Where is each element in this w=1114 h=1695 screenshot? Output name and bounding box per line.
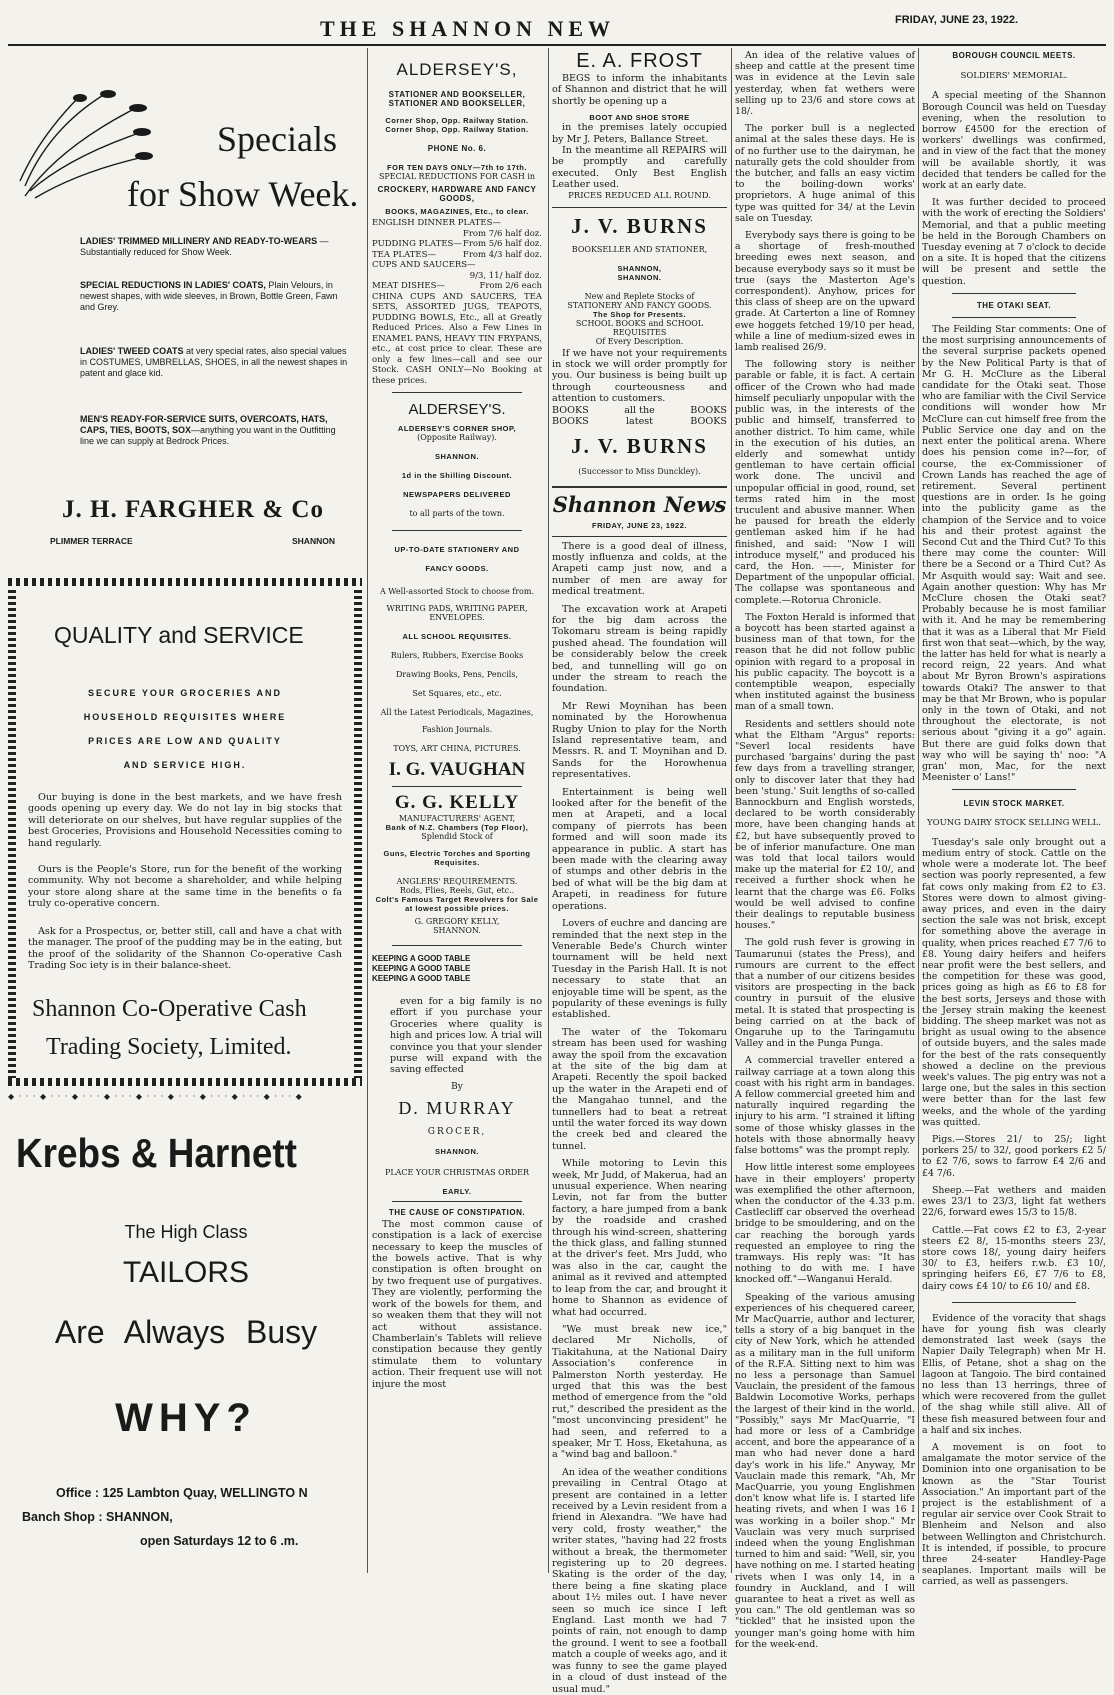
fargher-firm-name: J. H. FARGHER & Co: [62, 496, 324, 523]
price-row: TEA PLATES— From 4/3 half doz.: [372, 249, 542, 260]
news-paragraph: Speaking of the various amusing experiences of his chequered career, Mr MacQuarrie, author and lecturer, tells a story of a big banquet in the city of New York, which he attended as a military man in the full uniform of the R.F.A. Sitting next to him was no less a personage than Samuel Vauclain, the president of the famous Baldwin Locomotive Works, perhaps the largest of their kind in the world. "Possibly," says Mr MacQuarrie, "I had more or less of a Cambridge accent, and bore the appearance of a man who had never done a hard day's work in his life." Anyway, Mr Vauclain made this remark, "Ah, Mr MacQuarrie, you young Englishmen don't know what life is. I started life heating rivets, and when I was 16 I was working in a boiler shop." Mr Vauclain was very much surprised indeed when the young Englishman turned to him and said: "Well, sir, you have nothing on me. I started heating rivets when I was only 14, in a foundry in Auckland, and I will guarantee to heat a rivet as well as you can." The old gentleman was so "tickled" that he insisted upon the younger man's going home with him for the week-end.: [735, 1291, 915, 1650]
show-week-heading: for Show Week.: [127, 174, 359, 214]
vaughan-line-9: TOYS, ART CHINA, PICTURES.: [393, 744, 521, 753]
murray-by: By: [451, 1081, 463, 1092]
vaughan-line-1: A Well-assorted Stock to choose from.: [379, 587, 534, 596]
fargher-item-coats: SPECIAL REDUCTIONS IN LADIES' COATS, Plain Velours, in newest shapes, with wide sleeves, in Brown, Bottle Green, Fawn and Grey.: [80, 280, 338, 312]
frost-store: BOOT AND SHOE STORE: [589, 113, 690, 123]
murray-body: even for a big family is no effort if you purchase your Groceries where quality is high and prices low. A trial will convince you that your slender purse will expand with the saving effected: [390, 996, 542, 1076]
aldersey2-line-1: ALDERSEY'S CORNER SHOP,: [397, 424, 517, 433]
kelly-line-4: Guns, Electric Torches and Sporting Requisites.: [383, 849, 531, 867]
coop-subline-4: AND SERVICE HIGH.: [123, 760, 247, 770]
constipation-text: The most common cause of constipation is a lack of exercise necessary to keep the muscles of the bowels active. That is why constipation is often brought on by two frequent use of purgatives. They are violently, performing the work of the bowels for them, and so weaken them that they will not act without assistance. Chamberlain's Tablets will relieve constipation because they gently stimulate them to voluntary action. Their frequent use will not injure the most: [372, 1218, 542, 1390]
column-4: [735, 50, 915, 1650]
kelly-line-1: MANUFACTURERS' AGENT,: [398, 814, 516, 823]
news-paragraph: An idea of the weather conditions prevailing in Central Otago at present are contained in a letter received by a Levin resident from a friend in Alexandra. "We have had very cold, frosty weather," the writer states, "having had 22 frosts without a break, the thermometer registering up to 20 degrees. Skating is the order of the day, there being a fine skating place about 1½ miles out. I have never seen so much ice since I left England. Last month we had 7 points of rain, not enough to damp the ground. I went to see a football match a couple of weeks ago, and it was funny to see the game played in a cloud of dust instead of the usual mud.": [552, 1466, 727, 1695]
col3-news-body: [552, 541, 727, 1695]
burns-line-8: Of Every Description.: [595, 336, 684, 346]
burns-line-2: SHANNON,: [617, 263, 662, 273]
news-paragraph: Lovers of euchre and dancing are reminded that the next step in the Venerable Bede's Church winter tournament will be held next Tuesday in the Parish Hall. It is not necessary to state that an enjoyable time will be spent, as the popularity of these evenings is fully established.: [552, 918, 727, 1021]
aldersey-line-2: STATIONER AND BOOKSELLER,: [388, 99, 526, 108]
aldersey2-line-5: NEWSPAPERS DELIVERED: [403, 490, 511, 499]
news-date: FRIDAY, JUNE 23, 1922.: [592, 520, 687, 530]
news-paragraph: "We must break new ice," declared Mr Nicholls, of Tiakitahuna, at the National Dairy Association's conference in Palmerston North yesterday. He urged that this was the best method of emergence from the "old rut," described the president as the "most unconvincing president" he had seen, and referred to a speaker, Mr T. Hoss, Eketahuna, as a "wind bag and balloon.": [552, 1323, 727, 1461]
column-3: [552, 50, 727, 1695]
murray-town: SHANNON.: [434, 1146, 479, 1156]
kelly-line-2: Bank of N.Z. Chambers (Top Floor),: [385, 823, 529, 832]
fargher-item-tweed: LADIES' TWEED COATS at very special rates, also special values in COSTUMES, UMBRELLAS, SHOES, in all the newest shapes in patent and glace kid.: [80, 346, 348, 378]
kelly-line-7: Colt's Famous Target Revolvers for Sale at lowest possible prices.: [375, 895, 539, 913]
kelly-line-5: ANGLERS' REQUIREMENTS.: [396, 877, 518, 886]
vaughan-line-7: All the Latest Periodicals, Magazines,: [380, 708, 534, 717]
news-paragraph: Mr Rewi Moynihan has been nominated by the Horowhenua Rugby Union to play for the North Island representative team, and Messrs. R. and T. Moynihan and D. Sands for the Horowhenua representatives.: [552, 700, 727, 781]
column-rule: [548, 48, 549, 1573]
borough-subtitle: SOLDIERS' MEMORIAL.: [960, 71, 1068, 82]
burns-successor: (Successor to Miss Dunckley).: [578, 466, 701, 476]
burns-name-2: J. V. BURNS: [571, 433, 708, 458]
otaki-body: The Feilding Star comments: One of the most surprising announcements of the several surprise packets opened by the New Political Party is that of Mr G. H. McClure as the Liberal candidate for the Otaki seat. Those who are familiar with the Civil Service conditions will wonder how Mr McClure can cut himself free from the Public Service one day and on the next enter the political arena. Where does his pension come in?—for, of course, the ex-Commissioner of Crown Lands has reached the age of retirement. Several pertinent questions are in order. Is he going into the publicity game as the champion of the Service and to voice his and their protest against the Second Cut and the Third Cut? To this there may come the counter: Will there be a Second or a Third Cut? As Mr Asquith would say: Wait and see. Again another question: Why has Mr McClure chosen the Otaki seat? Probably because he is most familiar with it. And he may be remembering that it was as a Liberal that Mr Field first won that seat—which, by the way, the latter has held for what is nearly a record reign, 22 years. And what about Mr Byron Brown's aspirations towards Otaki? The answer to that may be that Mr Brown, who is popular only in the town of Otaki, and not throughout the electorate, is not serious about "giving it a go" again. But there are guid folks down that way who will be saying th' noo: "A gran' mon, Mac, for the next Meenister o' Lans!": [922, 324, 1106, 784]
murray-head: KEEPING A GOOD TABLE KEEPING A GOOD TABLE KEEPING A GOOD TABLE: [372, 954, 471, 983]
burns-books-row-2: BOOKS latest BOOKS: [552, 416, 727, 428]
coop-subline-1: SECURE YOUR GROCERIES AND: [87, 688, 283, 698]
news-paragraph: Everybody says there is going to be a shortage of fresh-mouthed breeding ewes next season, and because everybody says so it must be true (says the Masterton Age's correspondent). Anyhow, prices for this class of sheep are on the upward grade. At Carterton a line of Romney ewe hoggets fetched 19/10 per head, while a line of medium-sized ewes in lamb realised 26/9.: [735, 230, 915, 354]
column-rule: [367, 48, 368, 1573]
column-5: [922, 50, 1107, 1588]
aldersey-rest: CHINA CUPS AND SAUCERS, TEA SETS, ASSORTED JUGS, TEAPOTS, PUDDING BOWLS, Etc., all at Greatly Reduced Prices. Also a Few Lines in ENAMEL PANS, HEAVY TIN FRYPANS, etc., at cost price to clear. These are only a few lines—call and see our Stock. CASH ONLY—No Booking at these prices.: [372, 291, 542, 386]
burns-line-5: STATIONERY AND FANCY GOODS.: [567, 300, 712, 310]
aldersey-corner-1: Corner Shop, Opp. Railway Station.: [385, 116, 529, 125]
vaughan-line-4: Rulers, Rubbers, Exercise Books: [390, 651, 524, 660]
murray-xmas-1: PLACE YOUR CHRISTMAS ORDER: [384, 1167, 530, 1177]
murray-name: D. MURRAY: [398, 1097, 516, 1118]
fargher-item-millinery: LADIES' TRIMMED MILLINERY AND READY-TO-WEARS — Substantially reduced for Show Week.: [80, 236, 329, 257]
frost-body: BEGS to inform the inhabitants of Shannon and district that he will shortly be opening up a: [552, 73, 727, 107]
tourist-paragraph: A movement is on foot to amalgamate the motor service of the Dominion into one organisation to be known as the "Star Tourist Association." An important part of the project is the establishment of a regular air service over Cook Strait to Blenheim and Nelson and also between Wellington and Christchurch. It is intended, if possible, to procure three 24-seater Handley-Page seaplanes. Important mails will be carried, as well as passengers.: [922, 1441, 1106, 1588]
vaughan-line-6: Set Squares, etc., etc.: [412, 689, 502, 698]
news-paragraph: Entertainment is being well looked after for the benefit of the men at Arapeti, and a local company of pierrots has been formed and will soon made its appearance in public. A start has been made with the clearing away of stumps and other debris in the bed of what will be the big dam at Arapeti, in readiness for future operations.: [552, 786, 727, 912]
border-right: [354, 590, 362, 1078]
price-row: PUDDING PLATES— From 5/6 half doz.: [372, 239, 542, 249]
vaughan-head-2: FANCY GOODS.: [425, 564, 489, 573]
fargher-advert: [12, 58, 360, 563]
border-left: [8, 590, 16, 1078]
murray-xmas-2: EARLY.: [442, 1186, 472, 1196]
aldersey-price-list: [372, 218, 542, 386]
column-2: [372, 56, 542, 1574]
aldersey2-line-6: to all parts of the town.: [409, 509, 505, 518]
aldersey2-line-2: (Opposite Railway).: [417, 433, 497, 442]
krebs-line-2: TAILORS: [122, 1256, 250, 1289]
masthead-rule: [8, 44, 1106, 46]
news-paragraph: There is a good deal of illness, mostly influenza and colds, at the Arapeti camp just now, and a number of men are away for medical treatment.: [552, 540, 727, 598]
vaughan-line-5: Drawing Books, Pens, Pencils,: [395, 670, 519, 679]
news-paragraph: Residents and settlers should note what the Eltham "Argus" reports: "Severl local residents have purchased 'bargains' during the past few days from a travelling stranger, only to discover later that they had been 'stung.' Suit lengths of so-called Bannockburn and English worsteds, declared to be worth considerably more, have been changing hands at £2, but have subsequently proved to be of inferior manufacture. One man was told that local tailors would make up the material for £2 10/, and received a further shock when he learnt that the charge was £6. Folks would be well advised to confine their dealings to reputable business houses.": [735, 718, 915, 932]
coop-subline-3: PRICES ARE LOW AND QUALITY: [88, 736, 282, 746]
price-row: CUPS AND SAUCERS— 9/3, 11/ half doz.: [372, 260, 542, 281]
borough-body: A special meeting of the Shannon Borough Council was held on Tuesday evening, when the resolution to borrow £4500 for the erection of workers' dwellings was confirmed, and in view of the fact that the money will be available shortly, it was decided that tenders be called for the work at an early date. It was further decided to proceed with the work of erecting the Soldiers' Memorial, and that a public meeting be held in the Borough Chambers on Tuesday evening at 7 o'clock to decide on a site. It is hoped that the citizens will be present and settle the question.: [922, 90, 1107, 287]
vaughan-head-1: UP-TO-DATE STATIONERY AND: [394, 545, 520, 554]
aldersey-ten-days: FOR TEN DAYS ONLY—7th to 17th.: [387, 163, 527, 172]
kelly-line-9: SHANNON.: [433, 926, 481, 935]
kelly-name: G. G. KELLY: [394, 792, 520, 813]
aldersey-corner-2: Corner Shop, Opp. Railway Station.: [385, 125, 529, 134]
coop-name-line-1: Shannon Co-Operative Cash: [32, 996, 307, 1022]
aldersey2-line-4: 1d in the Shilling Discount.: [401, 471, 513, 480]
krebs-line-3: Are Always Busy: [54, 1314, 318, 1350]
frost-name: E. A. FROST: [576, 50, 703, 72]
coop-headline: QUALITY and SERVICE: [54, 622, 304, 648]
vaughan-name: I. G. VAUGHAN: [388, 759, 526, 780]
news-paragraph: The gold rush fever is growing in Taumarunui (states the Press), and rumours are current to the effect that a number of our citizens besides visitors are prospecting in the back country in pursuit of the elusive metal. It is stated that prospecting is being carried on at the back of Ongaruhe up to the Taringamutu Valley and in the Punga Punga.: [735, 937, 915, 1050]
news-paragraph: The water of the Tokomaru stream has been used for washing away the spoil from the excavation at the site of the big dam at Arapeti. Recently the spoil backed up the water in the Arapeti end of the Mangahao tunnel, and the tunnellers had to beat a retreat until the water forced its way down the creek bed and cleared the tunnel.: [552, 1026, 727, 1152]
news-paragraph: An idea of the relative values of sheep and cattle at the present time was in evidence at the Levin sale yesterday, when fat wethers were selling up to 23/6 and store cows at 18/.: [735, 50, 915, 118]
frost-prices: PRICES REDUCED ALL ROUND.: [568, 190, 711, 201]
fargher-address-right: SHANNON: [292, 536, 335, 546]
levin-body: Tuesday's sale only brought out a medium entry of stock. Cattle on the whole were a moderate lot. The beef section was poorly represented, a few fat cows only making from £2 to £3. Stores were down to almost giving-away prices, and even in the dairy section the sale was not brisk, except for something above the average in quality, when prices reached £7 7/6 to £8. Young dairy heifers and heifers near profit were the best sellers, and the competition for these was good, prices going as high as £6 to £8 for the best sorts, Jerseys and those with the Jersey strain making the keenest bidding. The sheep market was not as bright as usual owing to the absence of outside buyers, and the sales made for the best of the rats consequently showed a decline on the previous week's values. The pig entry was not a large one, but the sales in this section were better than for the last few weeks, and the whole of the yarding was quitted. Pigs.—Stores 21/ to 25/; light porkers 25/ to 32/, good porkers £2 5/ to £2 7/6, sows to farrow £4 2/6 and £4 7/6. Sheep.—Fat wethers and maiden ewes 23/1 to 23/3, light fat wethers 22/6, forward ewes 15/3 to 15/8. Cattle.—Fat cows £2 to £3, 2-year steers £2 8/, 15-months steers 23/, store cows 18/, young dairy heifers 30/ to £3, heifers r.w.b. £3 10/, springing heifers £6, £7 7/6 to £8, dairy cows £4 10/ to £6 10/ and £8.: [922, 836, 1106, 1292]
column-rule: [918, 48, 919, 1573]
murray-grocer: GROCER,: [427, 1126, 487, 1137]
constipation-title: THE CAUSE OF CONSTIPATION.: [388, 1207, 526, 1217]
price-row: ENGLISH DINNER PLATES— From 7/6 half doz.: [372, 218, 542, 239]
krebs-advert: [12, 1110, 360, 1570]
burns-line-1: BOOKSELLER AND STATIONER,: [571, 244, 708, 254]
krebs-branch: Banch Shop : SHANNON,: [22, 1510, 173, 1524]
coop-name-line-2: Trading Society, Limited.: [46, 1034, 292, 1060]
news-paragraph: The porker bull is a neglected animal at the sales these days. He is of no further use to the dairyman, he naturally gets the cold shoulder from the butcher, and falls an easy victim to the boiling-down works' proprietors. A huge animal of this type was quitted for 34/ at the Levin sale on Tuesday.: [735, 123, 915, 224]
krebs-ornament: ◆ · · · ◆ · · · ◆ · · · ◆ · · · ◆ · · · ◆ · · · ◆ · · · ◆ · · · ◆ · · · ◆: [8, 1092, 303, 1101]
borough-title: BOROUGH COUNCIL MEETS.: [952, 51, 1076, 60]
aldersey-phone: PHONE No. 6.: [427, 144, 487, 153]
aldersey-special: SPECIAL REDUCTIONS FOR CASH in: [378, 172, 536, 181]
masthead: [0, 8, 1114, 42]
news-paragraph: A commercial traveller entered a railway carriage at a town along this coast with his right arm in bandages. A fellow commercial greeted him and naturally inquired regarding the injury to his arm. "I strained it lifting some of those whisky glasses in the hotels with those abnormally heavy false bottoms" was the prompt reply.: [735, 1055, 915, 1157]
aldersey-line-1: STATIONER AND BOOKSELLER,: [388, 90, 526, 99]
levin-title: LEVIN STOCK MARKET.: [963, 799, 1065, 809]
aldersey2-line-3: SHANNON.: [434, 452, 479, 461]
kelly-line-6: Rods, Flies, Reels, Gut, etc..: [399, 886, 515, 895]
krebs-firm-name: Krebs & Harnett: [16, 1130, 297, 1176]
kelly-line-3: Splendid Stock of: [421, 832, 493, 841]
coop-para-3: Ask for a Prospectus, or, better still, call and have a chat with the manager. The proof of the pudding may be in the eating, but the proof of the solidarity of the Shannon Co-operative Cash Trading Soc iety is in their balance-sheet.: [28, 926, 342, 972]
border-bottom: [8, 1078, 362, 1086]
news-paragraph: While motoring to Levin this week, Mr Judd, of Makerua, had an unusual experience. When nearing Levin, not far from the butter factory, a hare jumped from a bank by the roadside and crashed through his wind-screen, shattering the thick glass, and falling stunned at the driver's feet. Mrs Judd, who was also in the car, caught the animal as it revived and attempted to leap from the car, and brought it home to Shannon as evidence of what had occurred.: [552, 1158, 727, 1318]
coop-para-1: Our buying is done in the best markets, and we have fresh goods opening up every day. We do not lay in big stocks that will deteriorate on our shelves, but have regular supplies of the best Groceries, Provisions and Household Necessities coming to hand regularly.: [28, 792, 342, 849]
masthead-date: FRIDAY, JUNE 23, 1922.: [895, 14, 1019, 26]
column-rule: [731, 48, 732, 1573]
vaughan-line-2: WRITING PADS, WRITING PAPER, ENVELOPES.: [386, 604, 528, 622]
fargher-item-mens: MEN'S READY-FOR-SERVICE SUITS, OVERCOATS, HATS, CAPS, TIES, BOOTS, SOX—anything you want in the Outfitting line we can supply at Bedrock Prices.: [80, 414, 336, 446]
newspaper-title: THE SHANNON NEW: [320, 16, 616, 41]
otaki-title: THE OTAKI SEAT.: [976, 300, 1052, 310]
krebs-hours: open Saturdays 12 to 6 .m.: [140, 1534, 299, 1548]
burns-line-3: SHANNON.: [617, 272, 662, 282]
vaughan-line-8: Fashion Journals.: [421, 725, 493, 734]
coop-subline-2: HOUSEHOLD REQUISITES WHERE: [83, 712, 287, 722]
burns-body: If we have not your requirements in stock we will order promptly for you. Our business is being built up through courteousness and attention to customers.: [552, 347, 727, 405]
kelly-line-8: G. GREGORY KELLY,: [414, 917, 500, 926]
burns-name: J. V. BURNS: [571, 213, 708, 238]
vaughan-line-3: ALL SCHOOL REQUISITES.: [402, 632, 512, 641]
news-paragraph: The excavation work at Arapeti for the big dam across the Tokomaru stream is being rapidly pushed ahead. The foundation will be considerably below the creek bed, and tunnelling will go on under the stream to reach the foundation.: [552, 603, 727, 695]
coop-advert: [24, 596, 346, 1072]
news-paragraph: The following story is neither parable or fable, it is fact. A certain officer of the Crown who had made himself peculiarly unpopular with the public was, in the interests of the public and himself, transferred to another district. To him came, while in the execution of his duties, an elderly and somewhat untidy gentleman to have certain official work done. The uncivil and unpopular official in good, round, set terms rated him in the most truculent and abusive manner. When he paused for breath the elderly gentleman asked him if he had finished, and said: "Now I will introduce myself," and produced his card, the Hon. ——, Minister for Department of the unpopular official. The collapse was spontaneous and complete.—Rotorua Chronicle.: [735, 359, 915, 606]
coop-para-2: Ours is the People's Store, run for the benefit of the working community. Why not become a shareholder, and while helping your store along share at the same time in the benefits o fa truly co-operative concern.: [28, 864, 342, 910]
burns-line-7: SCHOOL BOOKS and SCHOOL REQUISITES: [575, 318, 704, 337]
krebs-line-1: The High Class: [124, 1222, 248, 1242]
krebs-office: Office : 125 Lambton Quay, WELLINGTO N: [56, 1486, 308, 1500]
burns-line-6: The Shop for Presents.: [592, 309, 687, 319]
border-top: [8, 578, 362, 586]
frost-body-2: in the premises lately occupied by Mr J. Peters, Ballance Street. In the meantime all REPAIRS will be promptly and carefully executed. Only Best English Leather used.: [552, 122, 727, 191]
aldersey-name: ALDERSEY'S,: [396, 60, 518, 79]
price-row: MEAT DISHES— From 2/6 each: [372, 281, 542, 291]
news-title: Shannon News: [552, 491, 727, 517]
shags-paragraph: Evidence of the voracity that shags have for young fish was clearly demonstrated last week (says the Napier Daily Telegraph) when Mr H. Ellis, of Petane, shot a shag on the lagoon at Tangoio. The bird contained no less than 13 herrings, three of which were recovered from the gullet of the shag while still alive. All of these fish measured between four and a half and six inches.: [922, 1312, 1106, 1436]
specials-heading: Specials: [217, 119, 337, 159]
fargher-address-left: PLIMMER TERRACE: [50, 536, 133, 546]
aldersey-crockery: CROCKERY, HARDWARE AND FANCY GOODS,: [377, 185, 537, 203]
krebs-line-4: WHY?: [115, 1396, 257, 1440]
levin-subtitle: YOUNG DAIRY STOCK SELLING WELL.: [927, 817, 1101, 828]
burns-line-4: New and Replete Stocks of: [584, 291, 695, 301]
news-paragraph: How little interest some employees have in their employers' property was exemplified the other afternoon, when the conductor of the 4.33 p.m. Castlecliff car observed the overhead bridge to be smouldering, and on the car reaching the borough yards requested an employee to ring the tramways. His reply was: "It has nothing to do with me. I have knocked off."—Wanganui Herald.: [735, 1162, 915, 1286]
aldersey-books: BOOKS, MAGAZINES, Etc., to clear.: [385, 207, 529, 216]
burns-books-row-1: BOOKS all the BOOKS: [552, 404, 727, 416]
news-paragraph: The Foxton Herald is informed that a boycott has been started against a business man of that town, for the reason that he did not follow public opinion with regard to a proposal in his public capacity. The boycott is a contemptible weapon, especially when instituted against the business man of a small town.: [735, 611, 915, 713]
aldersey2-name: ALDERSEY'S.: [408, 401, 506, 418]
